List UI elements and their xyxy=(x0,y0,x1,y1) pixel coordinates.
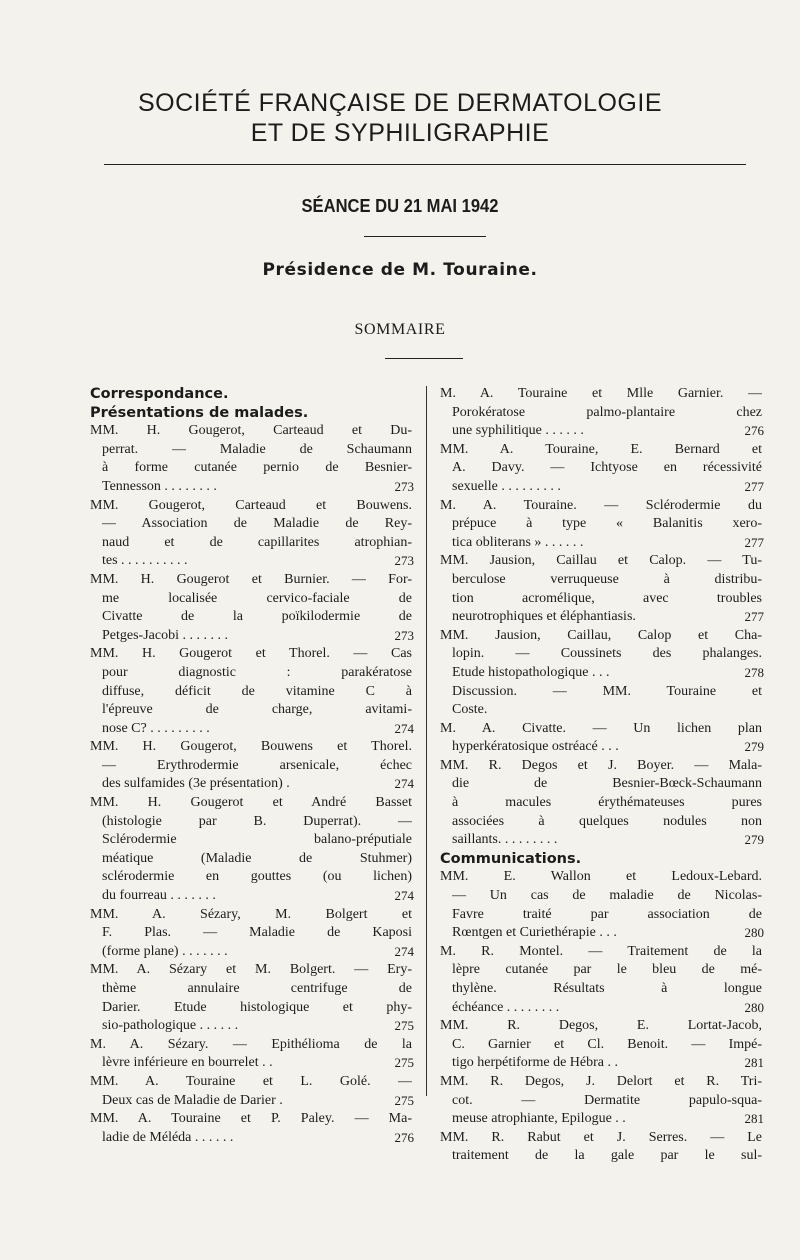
summary-line xyxy=(90,1073,412,1092)
summary-line xyxy=(440,1129,762,1148)
summary-line xyxy=(90,1017,412,1036)
summary-line-text: du fourreau . . . . . . . xyxy=(102,888,216,904)
page-number: 280 xyxy=(744,999,764,1015)
summary-line-text: tion acromélique, avec troubles xyxy=(452,590,762,606)
summary-line-text: MM. H. Gougerot et Burnier. — For- xyxy=(90,571,412,587)
summary-line-text: hyperkératosique ostréacé . . . xyxy=(452,739,619,755)
summary-line xyxy=(440,1092,762,1111)
summary-line-text: Présentations de malades. xyxy=(90,404,309,421)
summary-line xyxy=(90,627,412,646)
sommaire-heading: SOMMAIRE xyxy=(354,321,446,338)
page-number: 275 xyxy=(394,1092,414,1108)
summary-line-text: à forme cutanée pernio de Besnier- xyxy=(102,460,412,476)
summary-line-text: thylène. Résultats à longue xyxy=(452,981,762,996)
summary-line-text: lèvre inférieure en bourrelet . . xyxy=(102,1055,273,1071)
summary-line xyxy=(440,552,762,571)
summary-line-text: Rœntgen et Curiethérapie . . . xyxy=(452,925,617,941)
summary-line-text: MM. Gougerot, Carteaud et Bouwens. xyxy=(90,497,412,513)
summary-line-text: échéance . . . . . . . . xyxy=(452,999,560,1015)
summary-line xyxy=(90,571,412,590)
sommaire-rule xyxy=(385,358,463,359)
summary-line-text: MM. H. Gougerot, Carteaud et Du- xyxy=(90,423,412,439)
summary-line-text: des sulfamides (3e présentation) . xyxy=(102,776,290,792)
society-title xyxy=(0,88,800,148)
page-number: 277 xyxy=(744,609,764,625)
summary-line xyxy=(440,683,762,702)
summary-line-text: MM. R. Degos, J. Delort et R. Tri- xyxy=(440,1073,762,1089)
summary-line-text: MM. A. Sézary, M. Bolgert et xyxy=(90,906,412,922)
summary-line xyxy=(90,590,412,609)
summary-line xyxy=(90,943,412,962)
summary-line-text: naud et de capillarites atrophian- xyxy=(102,534,412,550)
summary-line-text: MM. R. Rabut et J. Serres. — Le xyxy=(440,1129,762,1145)
summary-line xyxy=(440,999,762,1018)
summary-line-text: — Un cas de maladie de Nicolas- xyxy=(452,888,762,904)
page-number: 276 xyxy=(394,1129,414,1145)
summary-line xyxy=(440,664,762,683)
summary-line-text: M. A. Civatte. — Un lichen plan xyxy=(440,720,762,736)
summary-line xyxy=(90,534,412,553)
summary-line xyxy=(90,794,412,813)
summary-line-text: me localisée cervico-faciale de xyxy=(102,590,412,606)
summary-line-text: lèpre cutanée par le bleu de mé- xyxy=(452,962,762,978)
summary-line xyxy=(90,515,412,534)
summary-line xyxy=(90,1054,412,1073)
summary-line xyxy=(90,738,412,757)
summary-line-text: Coste. xyxy=(452,702,488,718)
summary-line-text: cot. — Dermatite papulo-squa- xyxy=(452,1092,762,1108)
summary-line xyxy=(90,664,412,683)
summary-line-text: nose C? . . . . . . . . . xyxy=(102,720,210,736)
summary-line xyxy=(440,1054,762,1073)
summary-line-text: pour diagnostic : parakératose xyxy=(102,664,412,680)
summary-line-text: MM. Jausion, Caillau, Calop et Cha- xyxy=(440,627,762,643)
summary-line xyxy=(440,701,762,720)
society-title-line1: SOCIÉTÉ FRANÇAISE DE DERMATOLOGIE xyxy=(138,89,662,117)
summary-line-text: MM. Jausion, Caillau et Calop. — Tu- xyxy=(440,553,762,569)
page-number: 281 xyxy=(744,1111,764,1127)
summary-line xyxy=(440,385,762,404)
seance-date: SÉANCE DU 21 MAI 1942 xyxy=(301,196,499,216)
summary-line-text: sclérodermie en gouttes (ou lichen) xyxy=(102,869,412,885)
summary-line xyxy=(90,552,412,571)
summary-line xyxy=(90,701,412,720)
seance-rule xyxy=(364,236,486,237)
society-title-line2: ET DE SYPHILIGRAPHIE xyxy=(250,119,550,147)
page-number: 273 xyxy=(394,627,414,643)
summary-line-text: MM. A. Touraine et P. Paley. — Ma- xyxy=(90,1111,412,1127)
summary-line-text: tigo herpétiforme de Hébra . . xyxy=(452,1055,618,1071)
summary-line xyxy=(440,478,762,497)
summary-line xyxy=(440,980,762,999)
summary-line xyxy=(440,831,762,850)
summary-line-text: Darier. Etude histologique et phy- xyxy=(102,999,412,1015)
summary-line xyxy=(90,961,412,980)
summary-line-text: die de Besnier-Bœck-Schaumann xyxy=(452,776,762,792)
summary-left-column xyxy=(90,385,412,1147)
summary-line xyxy=(440,1036,762,1055)
summary-line xyxy=(440,775,762,794)
title-rule xyxy=(104,164,746,165)
summary-line xyxy=(90,924,412,943)
summary-line-text: M. A. Touraine et Mlle Garnier. — xyxy=(440,386,762,401)
summary-line xyxy=(90,720,412,739)
summary-line xyxy=(90,645,412,664)
summary-line xyxy=(90,868,412,887)
summary-line-text: Communications. xyxy=(440,850,582,867)
summary-line-text: MM. R. Degos, E. Lortat-Jacob, xyxy=(440,1018,762,1034)
summary-line-text: associées à quelques nodules non xyxy=(452,813,762,829)
summary-line xyxy=(90,757,412,776)
summary-line-text: Correspondance. xyxy=(90,386,229,402)
page-number: 273 xyxy=(394,553,414,569)
summary-line xyxy=(90,831,412,850)
summary-line xyxy=(440,1110,762,1129)
summary-line xyxy=(440,590,762,609)
summary-line-text: MM. A. Sézary et M. Bolgert. — Ery- xyxy=(90,962,412,978)
summary-line-text: à macules érythémateuses pures xyxy=(452,795,762,811)
summary-line-text: F. Plas. — Maladie de Kaposi xyxy=(102,925,412,941)
summary-line xyxy=(90,1129,412,1148)
summary-line-text: tes . . . . . . . . . . xyxy=(102,553,188,569)
summary-line xyxy=(90,980,412,999)
summary-line xyxy=(440,738,762,757)
summary-line xyxy=(440,1017,762,1036)
summary-line-text: MM. H. Gougerot, Bouwens et Thorel. xyxy=(90,739,412,755)
summary-line xyxy=(90,683,412,702)
summary-line-text: MM. E. Wallon et Ledoux-Lebard. xyxy=(440,869,762,885)
summary-line-text: diffuse, déficit de vitamine C à xyxy=(102,683,412,699)
section-heading xyxy=(90,404,412,423)
page-number: 274 xyxy=(394,720,414,736)
summary-line xyxy=(90,1092,412,1111)
summary-line xyxy=(440,1147,762,1166)
summary-line xyxy=(440,497,762,516)
summary-line-text: sio-pathologique . . . . . . xyxy=(102,1018,239,1034)
summary-line xyxy=(90,459,412,478)
summary-line xyxy=(440,720,762,739)
summary-line xyxy=(440,608,762,627)
summary-line xyxy=(440,906,762,925)
summary-line-text: A. Davy. — Ichtyose en récessivité xyxy=(452,460,762,476)
section-heading xyxy=(90,385,412,404)
summary-line-text: M. R. Montel. — Traitement de la xyxy=(440,943,762,959)
page-number: 273 xyxy=(394,478,414,494)
summary-line xyxy=(90,906,412,925)
summary-line-text: saillants. . . . . . . . . xyxy=(452,832,558,848)
summary-line-text: — Association de Maladie de Rey- xyxy=(102,516,412,532)
summary-line-text: traitement de la gale par le sul- xyxy=(452,1148,762,1164)
summary-line xyxy=(440,571,762,590)
summary-line-text: tica obliterans » . . . . . . xyxy=(452,534,584,550)
summary-right-column xyxy=(440,385,762,1166)
page-number: 277 xyxy=(744,534,764,550)
summary-line xyxy=(440,459,762,478)
summary-line xyxy=(440,868,762,887)
summary-line-text: M. A. Touraine. — Sclérodermie du xyxy=(440,497,762,513)
summary-line xyxy=(440,943,762,962)
section-heading xyxy=(440,850,762,869)
summary-line-text: Civatte de la poïkilodermie de xyxy=(102,609,412,625)
page-number: 280 xyxy=(744,925,764,941)
summary-line-text: C. Garnier et Cl. Benoit. — Impé- xyxy=(452,1036,762,1052)
summary-line xyxy=(90,813,412,832)
summary-line xyxy=(90,1110,412,1129)
summary-line xyxy=(90,887,412,906)
summary-line xyxy=(90,608,412,627)
summary-line xyxy=(440,757,762,776)
page-number: 277 xyxy=(744,478,764,494)
summary-line xyxy=(90,999,412,1018)
summary-line-text: Sclérodermie balano-préputiale xyxy=(102,832,412,848)
summary-line xyxy=(440,794,762,813)
summary-line-text: ladie de Méléda . . . . . . xyxy=(102,1129,234,1145)
summary-line-text: (forme plane) . . . . . . . xyxy=(102,943,228,959)
summary-line-text: M. A. Sézary. — Epithélioma de la xyxy=(90,1036,412,1052)
summary-line-text: — Erythrodermie arsenicale, échec xyxy=(102,757,412,773)
summary-line-text: neurotrophiques et éléphantiasis. xyxy=(452,609,636,625)
summary-line xyxy=(90,1036,412,1055)
page-number: 275 xyxy=(394,1055,414,1071)
summary-line-text: Tennesson . . . . . . . . xyxy=(102,478,217,494)
summary-line-text: meuse atrophiante, Epilogue . . xyxy=(452,1111,626,1127)
summary-line-text: Deux cas de Maladie de Darier . xyxy=(102,1092,283,1108)
summary-line xyxy=(440,515,762,534)
summary-line-text: thème annulaire centrifuge de xyxy=(102,981,412,996)
summary-line xyxy=(90,850,412,869)
summary-line xyxy=(90,478,412,497)
summary-line-text: Discussion. — MM. Touraine et xyxy=(452,683,762,699)
summary-line-text: MM. A. Touraine et L. Golé. — xyxy=(90,1073,412,1089)
summary-line xyxy=(440,645,762,664)
summary-line xyxy=(90,422,412,441)
page-number: 276 xyxy=(744,423,764,439)
summary-line-text: perrat. — Maladie de Schaumann xyxy=(102,441,412,457)
summary-line-text: berculose verruqueuse à distribu- xyxy=(452,571,762,587)
summary-line xyxy=(440,813,762,832)
column-divider xyxy=(426,386,427,1096)
page-number: 274 xyxy=(394,776,414,792)
page-number: 281 xyxy=(744,1055,764,1071)
page-number: 274 xyxy=(394,888,414,904)
summary-line-text: MM. H. Gougerot et Thorel. — Cas xyxy=(90,646,412,662)
summary-line-text: Favre traité par association de xyxy=(452,906,762,922)
summary-line-text: prépuce à type « Balanitis xero- xyxy=(452,516,762,532)
summary-line-text: MM. R. Degos et J. Boyer. — Mala- xyxy=(440,757,762,773)
summary-line xyxy=(440,961,762,980)
summary-line xyxy=(440,924,762,943)
summary-line xyxy=(440,404,762,423)
summary-line xyxy=(90,441,412,460)
summary-line xyxy=(440,1073,762,1092)
summary-line-text: (histologie par B. Duperrat). — xyxy=(102,813,412,829)
summary-line-text: Petges-Jacobi . . . . . . . xyxy=(102,627,228,643)
summary-line xyxy=(440,441,762,460)
summary-line xyxy=(90,775,412,794)
summary-line xyxy=(440,422,762,441)
summary-line-text: une syphilitique . . . . . . xyxy=(452,423,584,439)
summary-line-text: MM. H. Gougerot et André Basset xyxy=(90,795,412,811)
summary-line xyxy=(90,497,412,516)
presidence-line: Présidence de M. Touraine. xyxy=(262,260,538,280)
summary-line xyxy=(440,534,762,553)
summary-line xyxy=(440,627,762,646)
page-number: 279 xyxy=(744,832,764,848)
page-number: 275 xyxy=(394,1018,414,1034)
page-number: 274 xyxy=(394,943,414,959)
summary-line-text: sexuelle . . . . . . . . . xyxy=(452,478,561,494)
summary-line-text: Etude histopathologique . . . xyxy=(452,664,610,680)
summary-line-text: Porokératose palmo-plantaire chez xyxy=(452,404,762,420)
summary-line-text: MM. A. Touraine, E. Bernard et xyxy=(440,441,762,457)
summary-line-text: méatique (Maladie de Stuhmer) xyxy=(102,850,412,866)
page-number: 279 xyxy=(744,739,764,755)
summary-line-text: l'épreuve de charge, avitami- xyxy=(102,702,412,718)
summary-line-text: lopin. — Coussinets des phalanges. xyxy=(452,646,762,662)
summary-line xyxy=(440,887,762,906)
page-number: 278 xyxy=(744,664,764,680)
